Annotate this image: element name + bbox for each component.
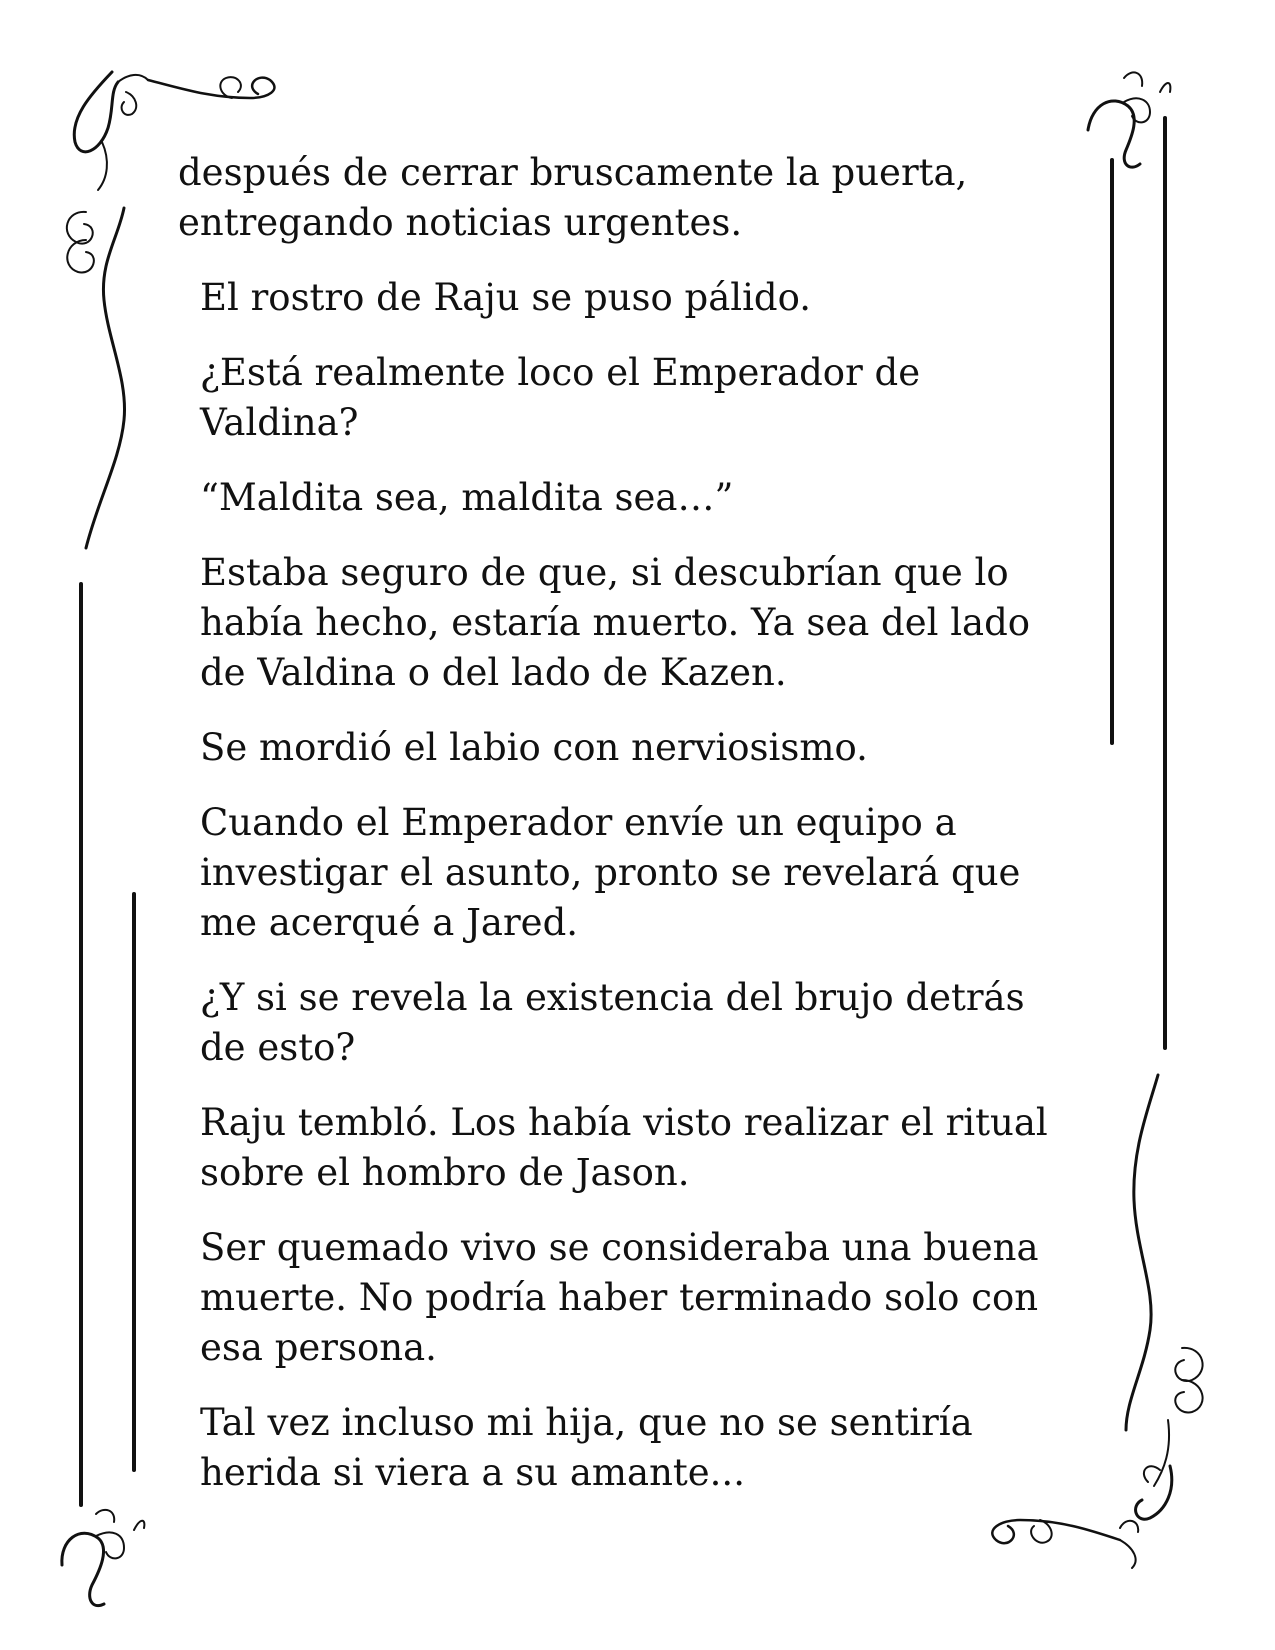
paragraph: [178, 273, 1078, 323]
text-line: ¿Y si se revela la existencia del brujo detrás: [200, 976, 1025, 1019]
paragraph: [178, 348, 1078, 448]
text-line: Valdina?: [200, 401, 359, 444]
text-line: esa persona.: [200, 1326, 437, 1369]
page-text: [178, 148, 1078, 1523]
paragraph: [178, 548, 1078, 698]
paragraph: [178, 148, 1078, 248]
paragraph: [178, 1098, 1078, 1198]
paragraph: [178, 798, 1078, 948]
text-line: me acerqué a Jared.: [200, 901, 579, 944]
paragraph: [178, 1398, 1078, 1498]
text-line: Se mordió el labio con nerviosismo.: [200, 726, 868, 769]
text-line: sobre el hombro de Jason.: [200, 1151, 690, 1194]
paragraph: [178, 473, 1078, 523]
paragraph: [178, 723, 1078, 773]
text-line: Estaba seguro de que, si descubrían que lo: [200, 551, 1009, 594]
text-line: después de cerrar bruscamente la puerta,: [178, 151, 968, 194]
text-line: Raju tembló. Los había visto realizar el ritual: [200, 1101, 1048, 1144]
text-line: “Maldita sea, maldita sea…”: [200, 476, 734, 519]
paragraph: [178, 1223, 1078, 1373]
text-line: de Valdina o del lado de Kazen.: [200, 651, 787, 694]
text-line: investigar el asunto, pronto se revelará que: [200, 851, 1021, 894]
text-line: Cuando el Emperador envíe un equipo a: [200, 801, 957, 844]
bottom-left-flourish: [62, 1510, 145, 1606]
text-line: Tal vez incluso mi hija, que no se sentiría: [200, 1401, 973, 1444]
text-line: había hecho, estaría muerto. Ya sea del lado: [200, 601, 1031, 644]
text-line: Ser quemado vivo se consideraba una buena: [200, 1226, 1039, 1269]
text-line: entregando noticias urgentes.: [178, 201, 743, 244]
text-line: de esto?: [200, 1026, 356, 1069]
paragraph: [178, 973, 1078, 1073]
top-right-flourish: [1088, 72, 1170, 167]
text-line: El rostro de Raju se puso pálido.: [200, 276, 811, 319]
text-line: herida si viera a su amante...: [200, 1451, 745, 1494]
text-line: muerte. No podría haber terminado solo con: [200, 1276, 1039, 1319]
text-line: ¿Está realmente loco el Emperador de: [200, 351, 921, 394]
